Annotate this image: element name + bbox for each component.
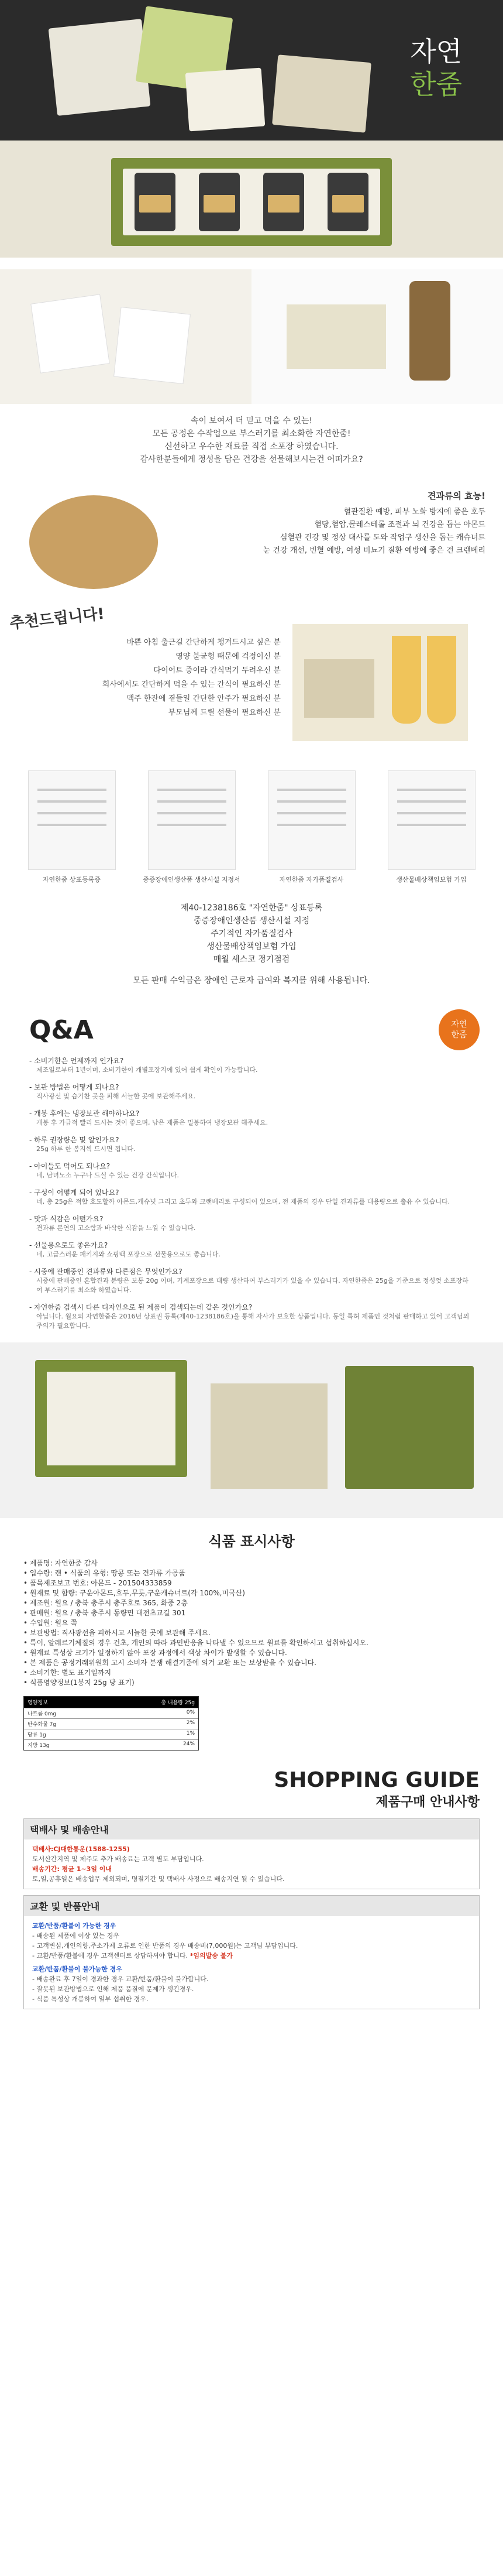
nutrition-key: 탄수화물 7g [27, 1722, 57, 1728]
jar-image [199, 173, 240, 231]
qa-question: - 시중에 판매중인 견과류와 다른점은 무엇인가요? [29, 1268, 182, 1276]
nutrition-key: 나트륨 0mg [27, 1711, 57, 1717]
nutrition-row [24, 1718, 198, 1729]
qa-list [29, 1056, 474, 1331]
label-line: • 본 제품은 공정거래위원회 고시 소비자 분쟁 해결기준에 의거 교환 또는 보상받을 수 있습니다. [23, 1659, 316, 1667]
nutrition-row [24, 1729, 198, 1739]
return-line: - 배송완료 후 7일이 경과한 경우 교환/반품/환불이 불가합니다. [32, 1975, 209, 1983]
beer-and-nuts-image [292, 624, 468, 741]
recommend-line: 영양 불균형 때문에 걱정이신 분 [175, 652, 281, 661]
donation-notice: 모든 판매 수익금은 장애인 근로자 급여와 복지를 위해 사용됩니다. [133, 976, 370, 985]
registration-line: 주기적인 자가품질검사 [211, 929, 292, 938]
recommend-title: 추천드립니다! [9, 605, 105, 633]
qa-answer: 개봉 후 가급적 빨리 드시는 것이 좋으며, 남은 제품은 밀봉하여 냉장보관 해주세요. [36, 1119, 268, 1126]
qa-item [29, 1161, 474, 1180]
qa-item [29, 1214, 474, 1233]
pouches-photo [0, 269, 252, 404]
return-head: 교환 및 반품안내 [24, 1896, 479, 1916]
intro-line: 모든 공정은 수작업으로 부스러기를 최소화한 자연한줌! [152, 429, 351, 439]
certificate-item [262, 770, 361, 884]
qa-question: - 자연한줌 검색시 다른 디자인으로 된 제품이 검색되는데 같은 것인가요? [29, 1303, 253, 1311]
label-line: • 보관방법: 직사광선을 피하시고 서늘한 곳에 보관해 주세요. [23, 1629, 211, 1637]
food-label-section [0, 1530, 503, 1751]
product-box-image [272, 54, 371, 132]
return-line: - 고객변심,개인의향,주소가제 오류로 인한 반품의 경우 배송비(7,000원)는 고객님 부담입니다. [32, 1942, 298, 1950]
nutrition-total: 총 내용량 25g [161, 1700, 195, 1706]
qa-question: - 소비기한은 언제까지 인가요? [29, 1057, 124, 1065]
nutrition-header: 영양정보 [27, 1700, 48, 1706]
qa-section [0, 998, 503, 1331]
nutrition-table [23, 1696, 199, 1751]
qa-question: - 구성이 어떻게 되어 있나요? [29, 1188, 119, 1197]
certificate-caption: 자연한줌 자가품질검사 [279, 876, 344, 883]
hero-title [410, 35, 462, 101]
product-photos [0, 269, 503, 404]
nutrition-value: 24% [182, 1741, 195, 1747]
gift-box-image [111, 158, 392, 246]
qa-question: - 선물용으로도 좋은가요? [29, 1241, 108, 1249]
qa-answer: 직사광선 및 습기찬 곳을 피해 서늘한 곳에 보관해주세요. [36, 1092, 196, 1100]
qa-answer: 25g 하루 한 봉지씩 드시면 됩니다. [36, 1145, 136, 1153]
certificate-image [28, 770, 116, 870]
certificate-caption: 자연한줌 상표등록증 [42, 876, 101, 883]
registration-line: 매월 세스코 정기점검 [213, 955, 290, 964]
intro-line: 감사한분들에게 정성을 담은 건강을 선물해보시는건 어떠가요? [140, 455, 363, 464]
label-line: • 특이, 알레르기체질의 경우 건초, 개인의 따라 과민반응을 나타낼 수 있으므로 원료를 확인하시고 섭취하십시오. [23, 1639, 368, 1647]
certificate-image [268, 770, 356, 870]
product-pouch-image [49, 19, 151, 116]
nut-effects-section [0, 484, 503, 601]
effects-title: 견과류의 효능! [427, 491, 485, 501]
delivery-line: 도서산간지역 및 제주도 추가 배송료는 고객 별도 부담입니다. [32, 1855, 204, 1863]
recommend-line: 부모님께 드릴 선물이 필요하신 분 [168, 708, 281, 717]
nutrition-value: 0% [186, 1710, 195, 1715]
nutrition-value: 2% [186, 1720, 195, 1726]
certificate-item [382, 770, 481, 884]
qa-question: - 아이들도 먹어도 되나요? [29, 1162, 111, 1170]
label-line: • 판매원: 월요 / 충북 충주시 동량면 대전초교길 301 [23, 1609, 186, 1617]
qa-answer: 제조일로부터 1년이며, 소비기한이 개별포장지에 있어 쉽게 확인이 가능합니다. [36, 1066, 258, 1074]
label-line: • 소비기한: 별도 표기일까지 [23, 1669, 112, 1677]
shopping-guide-title: SHOPPING GUIDE [274, 1768, 480, 1792]
return-note: *임의발송 불가 [190, 1952, 233, 1960]
return-line: - 잘못된 보관방법으로 인해 제품 품질에 문제가 생긴경우. [32, 1985, 194, 1993]
nutrition-row [24, 1708, 198, 1718]
effect-line: 눈 건강 개선, 빈혈 예방, 여성 비뇨기 질환 예방에 좋은 건 크랜베리 [263, 546, 485, 555]
nutrition-value: 1% [186, 1731, 195, 1736]
label-line: • 수입원: 월요 쪽 [23, 1619, 78, 1627]
intro-text [0, 404, 503, 472]
recommend-line: 회사에서도 간단하게 먹을 수 있는 간식이 필요하신 분 [102, 680, 281, 689]
intro-line: 신선하고 우수한 재료를 직접 소포장 하였습니다. [164, 442, 339, 451]
qa-answer: 네, 고급스러운 패키지와 쇼핑백 포장으로 선물용으로도 좋습니다. [36, 1251, 221, 1258]
recommend-section [0, 607, 503, 753]
label-line: • 제품명: 자연한줌 감사 [23, 1559, 98, 1567]
qa-answer: 네, 남녀노소 누구나 드실 수 있는 건강 간식입니다. [36, 1171, 179, 1179]
label-line: • 원재료 특성상 크기가 일정하지 않아 포장 과정에서 색상 차이가 발생할 수 있습니다. [23, 1649, 287, 1657]
brand-badge [439, 1009, 480, 1050]
effect-line: 혈관질환 예방, 피부 노화 방지에 좋은 호두 [343, 508, 485, 516]
hero-title-line1: 자연 [410, 36, 462, 67]
effect-line: 심혈관 건강 및 정상 대사를 도와 작업구 생산을 돕는 캐슈너트 [280, 533, 485, 542]
qa-answer: 아닙니다. 월요의 자연한줌은 2016년 상표권 등록(제40-1238186호)을 통해 자사가 보호한 상품입니다. 동일 특허 제품인 것처럼 판매하고 있어 고객님의 주의가 필요합니다. [36, 1313, 470, 1330]
certificate-image [388, 770, 476, 870]
qa-item [29, 1135, 474, 1154]
label-line: • 품목제조보고 번호: 아몬드 - 201504333859 [23, 1579, 172, 1587]
certificate-item [142, 770, 242, 884]
badge-line: 자연 [451, 1020, 467, 1029]
registration-line: 중증장애인생산품 생산시설 지정 [193, 916, 310, 926]
qa-answer: 네, 총 25g은 적합 호도할까 아몬드,캐슈넛 그리고 초두와 크랜베리로 구성되어 있으며, 전 제품의 경우 단일 견과류를 대용량으로 출유 수 있습니다. [36, 1198, 450, 1205]
registration-info [0, 902, 503, 986]
nuts-image [29, 495, 158, 589]
return-line: - 배송된 제품에 이상 있는 경우 [32, 1932, 119, 1940]
recommend-line: 맥주 한잔에 곁들일 간단한 안주가 필요하신 분 [126, 694, 281, 703]
label-line: • 식품영양정보(1봉지 25g 당 표기) [23, 1678, 135, 1687]
return-possible-title: 교환/반품/환불이 가능한 경우 [32, 1922, 116, 1930]
qa-item [29, 1187, 474, 1207]
food-label-title: 식품 표시사항 [208, 1533, 295, 1550]
carrier-info: 택배사:CJ대한통운(1588-1255) [32, 1845, 130, 1853]
effect-line: 혈당,혈압,콜레스테롤 조절과 뇌 건강을 돕는 아몬드 [314, 520, 485, 529]
certificate-image [148, 770, 236, 870]
nutrition-row [24, 1739, 198, 1750]
nutrition-key: 당류 1g [27, 1732, 46, 1738]
gift-set-photo [0, 141, 503, 258]
jar-image [263, 173, 304, 231]
qa-question: - 하루 권장량은 몇 알인가요? [29, 1136, 119, 1144]
qa-question: - 개봉 후에는 냉장보관 해야하나요? [29, 1109, 140, 1118]
nutrition-key: 지방 13g [27, 1743, 50, 1749]
registration-line: 생산물배상책임보험 가입 [206, 942, 297, 951]
shopping-guide [0, 1768, 503, 2039]
qa-item [29, 1266, 474, 1295]
return-line: - 식품 특성상 개봉하여 일부 섭취한 경우. [32, 1995, 149, 2003]
qa-item [29, 1302, 474, 1331]
gift-collection-photo [0, 1342, 503, 1518]
jar-image [135, 173, 175, 231]
recommend-list [35, 636, 281, 720]
return-line: - 교환/반품/환불에 경우 고객센터로 상담하셔야 합니다. [32, 1952, 188, 1960]
qa-answer: 시중에 판매중인 혼합견과 분량은 보통 20g 이며, 기계포장으로 대량 생산하여 부스러기가 있을 수 있습니다. 자연한줌은 25g을 기준으로 정성껏 소포장하여 부스러기를 최소화 하였습니다. [36, 1277, 468, 1294]
intro-line: 속이 보여서 더 믿고 먹을 수 있는! [190, 416, 313, 426]
label-line: • 제조원: 월요 / 충북 충주시 충주호로 365, 화중 2층 [23, 1599, 188, 1607]
certificates [0, 770, 503, 884]
qa-item [29, 1240, 474, 1259]
certificate-item [22, 770, 122, 884]
recommend-line: 다이어트 중이라 간식먹기 두려우신 분 [153, 666, 281, 675]
product-pouch-image [185, 68, 266, 132]
qa-question: - 맛과 식감은 어떤가요? [29, 1215, 104, 1223]
return-box [23, 1895, 480, 2009]
qa-item [29, 1108, 474, 1128]
certificate-caption: 중증장애인생산품 생산시설 지정서 [143, 876, 240, 883]
jar-and-box-photo [252, 269, 503, 404]
delivery-box [23, 1818, 480, 1889]
label-line: • 원재료 및 함량: 구운아몬드,호두,무릇,구운캐슈너트(각 100%,미국산) [23, 1589, 245, 1597]
certificate-caption: 생산물배상책임보험 가입 [396, 876, 467, 883]
food-label-list [0, 1558, 503, 1688]
qa-question: - 보관 방법은 어떻게 되나요? [29, 1083, 119, 1091]
label-line: • 입수량: 캔 • 식품의 유형: 땅콩 또는 견과류 가공품 [23, 1569, 185, 1577]
qa-item [29, 1056, 474, 1075]
recommend-line: 바쁜 아침 출근길 간단하게 챙겨드시고 싶은 분 [126, 638, 281, 647]
delivery-head: 택배사 및 배송안내 [24, 1819, 479, 1839]
nut-effects [175, 484, 503, 557]
qa-item [29, 1082, 474, 1101]
jar-image [328, 173, 368, 231]
delivery-line: 토,일,공휴일은 배송업무 제외되며, 명절기간 및 택배사 사정으로 배송지연 될 수 있습니다. [32, 1875, 285, 1883]
qa-logo: Q&A [29, 1015, 94, 1045]
shopping-guide-subtitle: 제품구매 안내사항 [375, 1795, 480, 1810]
delivery-period: 배송기간: 평균 1~3일 이내 [32, 1865, 112, 1873]
registration-line: 제40-1238186호 "자연한줌" 상표등록 [180, 903, 323, 913]
hero-title-line2: 한줌 [410, 68, 462, 100]
hero-banner [0, 0, 503, 141]
badge-line: 한줌 [451, 1030, 467, 1040]
return-impossible-title: 교환/반품/환불이 불가능한 경우 [32, 1965, 122, 1973]
qa-answer: 견과류 본연의 고소함과 바삭한 식감을 느낄 수 있습니다. [36, 1224, 196, 1232]
